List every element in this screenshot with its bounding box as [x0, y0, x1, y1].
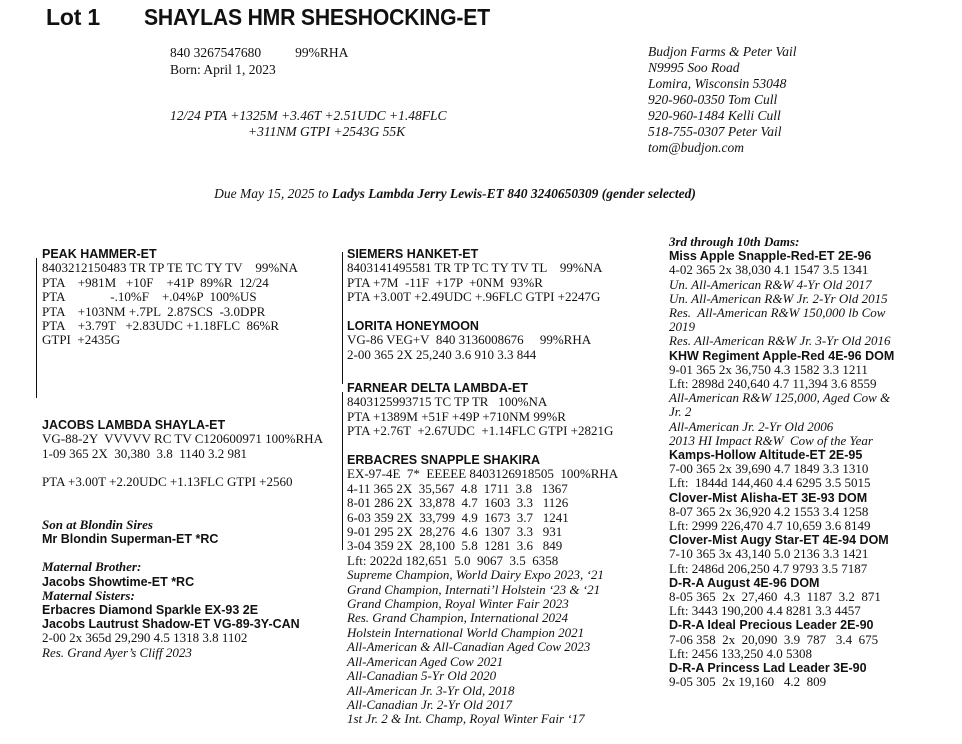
id-block [170, 44, 348, 78]
dam-5-name: Kamps-Hollow Altitude-ET 2E-95 [669, 448, 863, 463]
dam-dam-line: EX-97-4E 7* EEEEE 8403126918505 100%RHA [347, 466, 619, 482]
sire-sire-line: 8403141495581 TR TP TC TY TV TL 99%NA [347, 260, 603, 276]
born-date: Born: April 1, 2023 [170, 62, 276, 77]
dam-sire-line: PTA +1389M +51F +49P +710NM 99%R [347, 408, 566, 424]
sisters-header: Maternal Sisters: [42, 587, 135, 603]
contact-line: Budjon Farms & Peter Vail [648, 44, 797, 59]
dam-sire-block [347, 381, 613, 439]
sister-honor: Res. Grand Ayer’s Cliff 2023 [42, 644, 192, 660]
dam-sire-line: PTA +2.76T +2.67UDC +1.14FLC GTPI +2821G [347, 423, 614, 439]
dam-6-lifetime: Lft: 2999 226,470 4.7 10,659 3.6 8149 [669, 518, 871, 534]
reg-number: 840 3267547680 [170, 45, 262, 60]
sire-name: PEAK HAMMER-ET [42, 247, 157, 261]
dam-9-record: 7-06 358 2x 20,090 3.9 787 3.4 675 [669, 631, 879, 647]
contact-line: Lomira, Wisconsin 53048 [648, 76, 787, 91]
dam-dam-honor: All-Canadian Jr. 2-Yr Old 2017 [347, 696, 513, 712]
dam-dam-line: Lft: 2022d 182,651 5.0 9067 3.5 6358 [347, 552, 559, 568]
sire-line: PTA -.10%F +.04%P 100%US [42, 289, 257, 305]
dam-line: VG-88-2Y VVVVV RC TV C120600971 100%RHA [42, 431, 323, 447]
dam-3-honor: Res. All-American R&W 150,000 lb Cow [669, 305, 886, 321]
relatives-block [42, 518, 300, 660]
dam-4-honor: All-American Jr. 2-Yr Old 2006 [669, 418, 834, 434]
dam-9-name: D-R-A Ideal Precious Leader 2E-90 [669, 618, 874, 633]
dam-dam-line: 6-03 359 2X 33,799 4.9 1673 3.7 1241 [347, 509, 569, 525]
sire-sire-block [347, 247, 602, 305]
son-header: Son at Blondin Sires [42, 517, 153, 532]
dam-7-record: 7-10 365 3x 43,140 5.0 2136 3.3 1421 [669, 546, 869, 562]
dam-dam-honor: Res. Grand Champion, International 2024 [347, 610, 568, 626]
dam-5-record: 7-00 365 2x 39,690 4.7 1849 3.3 1310 [669, 461, 869, 477]
dam-8-lifetime: Lft: 3443 190,200 4.4 8281 3.3 4457 [669, 603, 861, 619]
sire-sire-name: SIEMERS HANKET-ET [347, 247, 479, 261]
contact-block [648, 44, 797, 156]
dam-dam-honor: Supreme Champion, World Dairy Expo 2023, ‘21 [347, 567, 604, 583]
contact-line: 920-960-0350 Tom Cull [648, 92, 778, 107]
dam-dam-line: 4-11 365 2X 35,567 4.8 1711 3.8 1367 [347, 480, 568, 496]
sire-block [42, 247, 298, 348]
animal-name: SHAYLAS HMR SHESHOCKING-ET [144, 4, 490, 30]
sister-record: 2-00 2x 365d 29,290 4.5 1318 3.8 1102 [42, 630, 248, 646]
sire-dam-line: 2-00 365 2X 25,240 3.6 910 3.3 844 [347, 346, 537, 362]
dam-3-honor: Res. All-American R&W Jr. 3-Yr Old 2016 [669, 333, 891, 349]
dam-dam-line: 9-01 295 2X 28,276 4.6 1307 3.3 931 [347, 524, 563, 540]
brother-name: Jacobs Showtime-ET *RC [42, 574, 195, 589]
dam-block [42, 418, 323, 490]
dams-header: 3rd through 10th Dams: [669, 234, 800, 249]
dam-sire-line: 8403125993715 TC TP TR 100%NA [347, 394, 548, 410]
dam-4-honor: Jr. 2 [669, 404, 692, 420]
pta-block [170, 108, 446, 140]
dam-sire-name: FARNEAR DELTA LAMBDA-ET [347, 381, 528, 395]
dam-dam-line: 3-04 359 2X 28,100 5.8 1281 3.6 849 [347, 538, 563, 554]
sire-line: PTA +3.79T +2.83UDC +1.18FLC 86%R [42, 318, 280, 334]
dam-dam-line: 8-01 286 2X 33,878 4.7 1603 3.3 1126 [347, 495, 569, 511]
dam-4-honor: 2013 HI Impact R&W Cow of the Year [669, 432, 873, 448]
sire-dam-block [347, 319, 591, 362]
dam-name: JACOBS LAMBDA SHAYLA-ET [42, 418, 226, 432]
dam-6-name: Clover-Mist Alisha-ET 3E-93 DOM [669, 490, 868, 505]
pedigree-bracket-mid-lower [342, 392, 343, 550]
pedigree-bracket-left [36, 258, 37, 398]
due-sire: Ladys Lambda Jerry Lewis-ET 840 3240650309 (gender selected) [331, 186, 696, 201]
pta-line-2: +311NM GTPI +2543G 55K [248, 124, 406, 139]
dam-dam-honor: 1st Jr. 2 & Int. Champ, Royal Winter Fair ‘17 [347, 711, 585, 727]
dam-8-record: 8-05 365 2x 27,460 4.3 1187 3.2 871 [669, 589, 881, 605]
dam-dam-honor: Grand Champion, Royal Winter Fair 2023 [347, 596, 569, 612]
dam-dam-honor: All-American Jr. 3-Yr Old, 2018 [347, 682, 515, 698]
dam-line: PTA +3.00T +2.20UDC +1.13FLC GTPI +2560 [42, 474, 293, 490]
dam-4-name: KHW Regiment Apple-Red 4E-96 DOM [669, 348, 895, 363]
dam-dam-honor: All-American & All-Canadian Aged Cow 2023 [347, 639, 591, 655]
dam-dam-block [347, 453, 618, 727]
dam-dam-name: ERBACRES SNAPPLE SHAKIRA [347, 453, 541, 467]
dam-8-name: D-R-A August 4E-96 DOM [669, 575, 820, 590]
sire-line: 8403212150483 TR TP TE TC TY TV 99%NA [42, 260, 298, 276]
sister-name: Erbacres Diamond Sparkle EX-93 2E [42, 603, 259, 618]
sire-sire-line: PTA +7M -11F +17P +0NM 93%R [347, 274, 543, 290]
dam-3-honor: Un. All-American R&W 4-Yr Old 2017 [669, 276, 872, 292]
pta-line-1: 12/24 PTA +1325M +3.46T +2.51UDC +1.48FLC [170, 108, 447, 123]
rha-value: 99%RHA [295, 45, 349, 60]
dam-dam-honor: Holstein International World Champion 2021 [347, 624, 585, 640]
dam-4-honor: All-American R&W 125,000, Aged Cow & [669, 390, 891, 406]
sire-dam-line: VG-86 VEG+V 840 3136008676 99%RHA [347, 332, 592, 348]
dam-3-honor: 2019 [669, 319, 695, 335]
dam-6-record: 8-07 365 2x 36,920 4.2 1553 3.4 1258 [669, 503, 869, 519]
contact-line: N9995 Soo Road [648, 60, 740, 75]
dam-9-lifetime: Lft: 2456 133,250 4.0 5308 [669, 645, 812, 661]
contact-line: 518-755-0307 Peter Vail [648, 124, 782, 139]
sire-line: PTA +103NM +.7PL 2.87SCS -3.0DPR [42, 303, 266, 319]
sire-sire-line: PTA +3.00T +2.49UDC +.96FLC GTPI +2247G [347, 289, 601, 305]
sire-line: PTA +981M +10F +41P 89%R 12/24 [42, 274, 269, 290]
pedigree-bracket-mid [342, 252, 343, 384]
dam-5-lifetime: Lft: 1844d 144,460 4.4 6295 3.5 5015 [669, 475, 871, 491]
lot-number: Lot 1 [46, 4, 100, 30]
dams-column [669, 235, 894, 690]
sister-name: Jacobs Lautrust Shadow-ET VG-89-3Y-CAN [42, 617, 300, 632]
dam-7-lifetime: Lft: 2486d 206,250 4.7 9793 3.5 7187 [669, 560, 868, 576]
brother-header: Maternal Brother: [42, 559, 142, 575]
dam-4-lifetime: Lft: 2898d 240,640 4.7 11,394 3.6 8559 [669, 376, 877, 392]
sire-dam-name: LORITA HONEYMOON [347, 319, 479, 333]
sire-line: GTPI +2435G [42, 332, 121, 348]
contact-line: 920-960-1484 Kelli Cull [648, 108, 781, 123]
son-name: Mr Blondin Superman-ET *RC [42, 532, 219, 547]
dam-dam-honor: All-Canadian 5-Yr Old 2020 [347, 668, 497, 684]
dam-dam-honor: Grand Champion, Internati’l Holstein ‘23 & ‘21 [347, 581, 601, 597]
dam-3-honor: Un. All-American R&W Jr. 2-Yr Old 2015 [669, 290, 888, 306]
dam-3-name: Miss Apple Snapple-Red-ET 2E-96 [669, 249, 872, 264]
due-line [0, 186, 962, 202]
due-prefix: Due May 15, 2025 to [214, 186, 329, 201]
lot-title [46, 4, 520, 31]
dam-dam-honor: All-American Aged Cow 2021 [347, 653, 504, 669]
dam-4-record: 9-01 365 2x 36,750 4.3 1582 3.3 1211 [669, 361, 868, 377]
dam-line: 1-09 365 2X 30,380 3.8 1140 3.2 981 [42, 445, 247, 461]
dam-3-record: 4-02 365 2x 38,030 4.1 1547 3.5 1341 [669, 262, 869, 278]
dam-10-name: D-R-A Princess Lad Leader 3E-90 [669, 661, 867, 676]
dam-10-record: 9-05 305 2x 19,160 4.2 809 [669, 674, 827, 690]
dam-7-name: Clover-Mist Augy Star-ET 4E-94 DOM [669, 533, 889, 548]
contact-email: tom@budjon.com [648, 140, 745, 155]
